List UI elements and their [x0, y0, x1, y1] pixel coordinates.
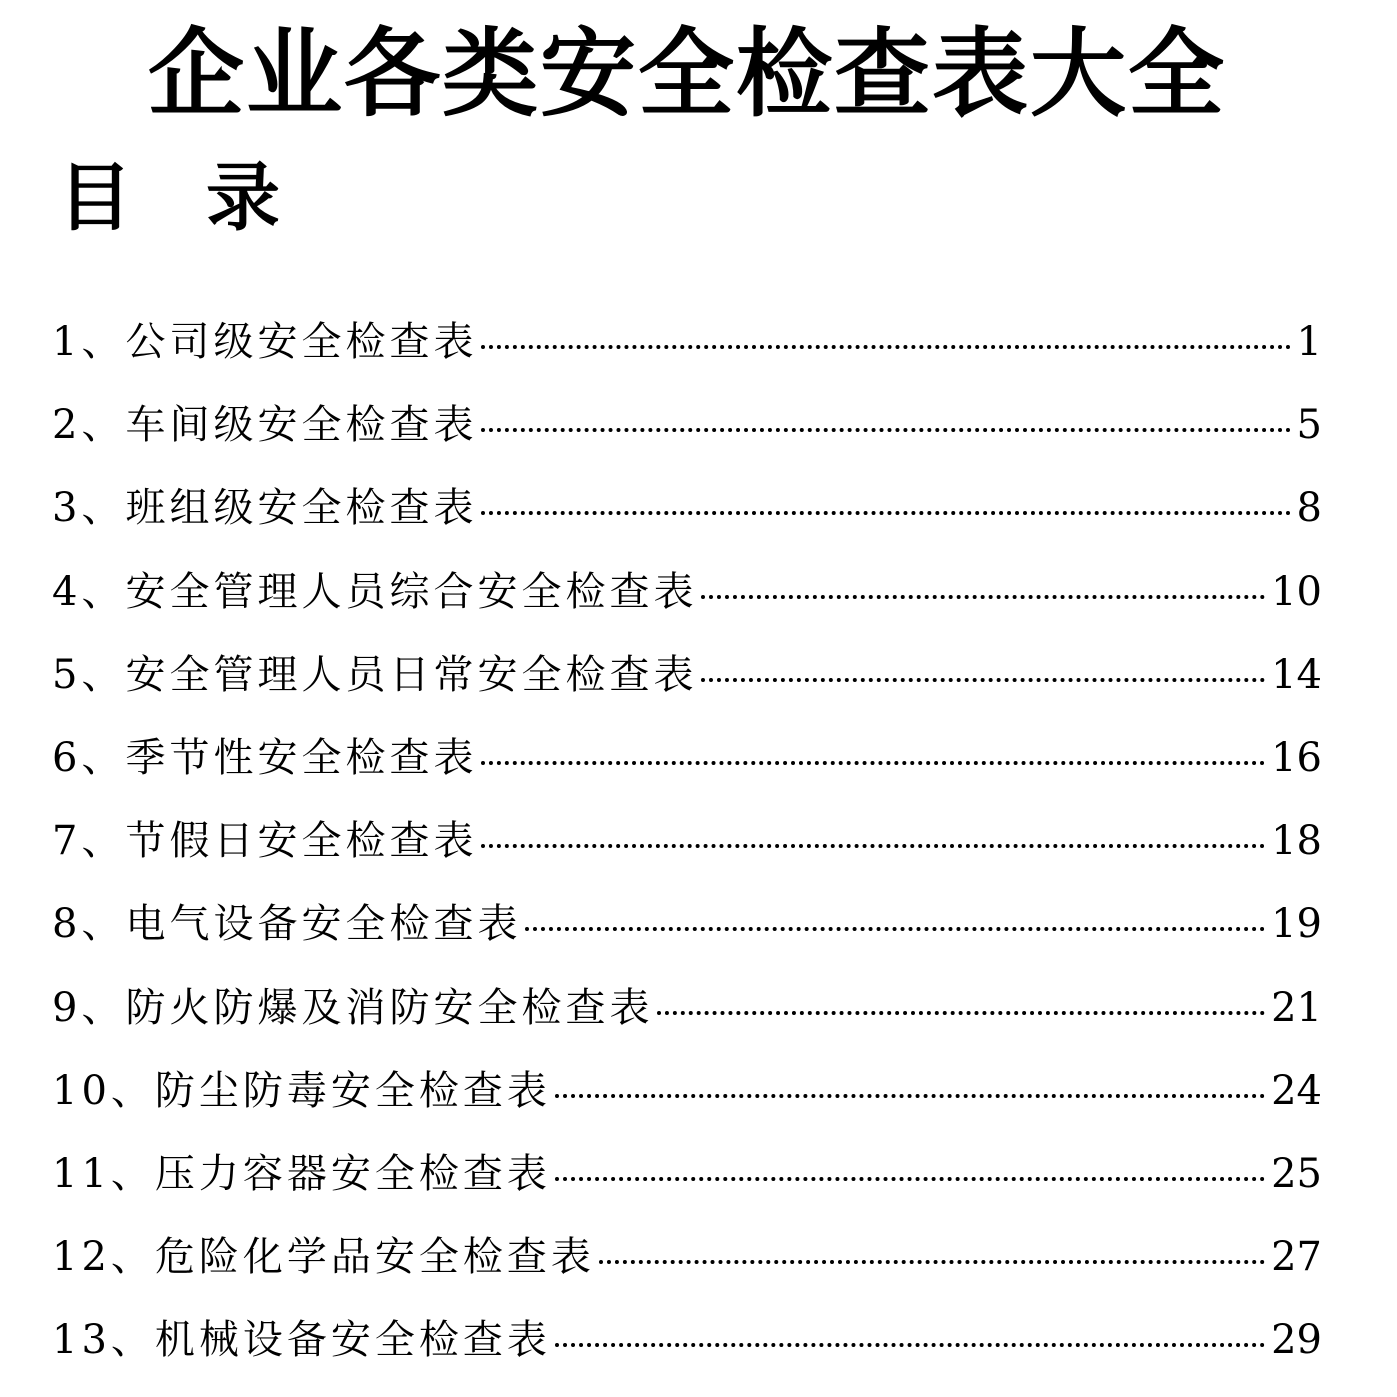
toc-entry-label: 10、防尘防毒安全检查表	[52, 1067, 551, 1114]
toc-dot-leader	[481, 345, 1290, 349]
toc-heading-char-2: 录	[206, 155, 280, 241]
toc-entry-label: 3、班组级安全检查表	[52, 485, 478, 532]
toc-dot-leader	[481, 428, 1290, 432]
toc-dot-leader	[555, 1177, 1265, 1181]
toc-entry-label: 5、安全管理人员日常安全检查表	[52, 651, 698, 698]
toc-list	[52, 301, 1322, 1382]
toc-entry[interactable]	[52, 634, 1322, 717]
toc-entry-page: 24	[1271, 1067, 1322, 1114]
toc-entry-page: 27	[1271, 1234, 1322, 1281]
toc-heading	[58, 152, 280, 244]
toc-entry-page: 5	[1296, 402, 1322, 449]
toc-entry-page: 10	[1271, 568, 1322, 615]
toc-dot-leader	[599, 1260, 1265, 1264]
toc-entry-label: 9、防火防爆及消防安全检查表	[52, 984, 654, 1031]
toc-dot-leader	[701, 678, 1265, 682]
toc-entry-label: 4、安全管理人员综合安全检查表	[52, 568, 698, 615]
toc-entry[interactable]	[52, 1133, 1322, 1216]
toc-dot-leader	[657, 1011, 1265, 1015]
toc-entry-page: 29	[1271, 1317, 1322, 1364]
toc-entry[interactable]	[52, 384, 1322, 467]
toc-dot-leader	[555, 1094, 1265, 1098]
toc-entry[interactable]	[52, 717, 1322, 800]
toc-dot-leader	[481, 511, 1290, 515]
toc-dot-leader	[525, 927, 1265, 931]
toc-entry-label: 12、危险化学品安全检查表	[52, 1234, 595, 1281]
toc-entry-page: 16	[1271, 734, 1322, 781]
toc-entry[interactable]	[52, 467, 1322, 550]
toc-entry[interactable]	[52, 800, 1322, 883]
toc-entry[interactable]	[52, 1299, 1322, 1382]
toc-dot-leader	[701, 595, 1265, 599]
toc-dot-leader	[555, 1343, 1265, 1347]
toc-entry-page: 18	[1271, 818, 1322, 865]
toc-entry-label: 13、机械设备安全检查表	[52, 1317, 551, 1364]
toc-entry-label: 11、压力容器安全检查表	[52, 1150, 551, 1197]
toc-entry[interactable]	[52, 1216, 1322, 1299]
toc-entry[interactable]	[52, 551, 1322, 634]
toc-entry-page: 25	[1271, 1150, 1322, 1197]
toc-entry[interactable]	[52, 883, 1322, 966]
toc-heading-char-1: 目	[58, 155, 132, 241]
toc-entry-label: 1、公司级安全检查表	[52, 319, 478, 365]
toc-entry-label: 2、车间级安全检查表	[52, 402, 478, 449]
toc-entry-page: 14	[1271, 651, 1322, 698]
toc-dot-leader	[481, 761, 1265, 765]
toc-entry-label: 7、节假日安全检查表	[52, 818, 478, 865]
toc-entry-page: 19	[1271, 901, 1322, 948]
toc-entry-page: 21	[1271, 984, 1322, 1031]
toc-entry-label: 6、季节性安全检查表	[52, 734, 478, 781]
toc-entry[interactable]	[52, 967, 1322, 1050]
toc-entry[interactable]	[52, 1050, 1322, 1133]
toc-dot-leader	[481, 844, 1265, 848]
toc-entry[interactable]	[52, 301, 1322, 384]
toc-entry-page: 1	[1296, 319, 1322, 365]
document-title: 企业各类安全检查表大全	[148, 17, 1226, 130]
toc-entry-label: 8、电气设备安全检查表	[52, 901, 522, 948]
toc-entry-page: 8	[1296, 485, 1322, 532]
